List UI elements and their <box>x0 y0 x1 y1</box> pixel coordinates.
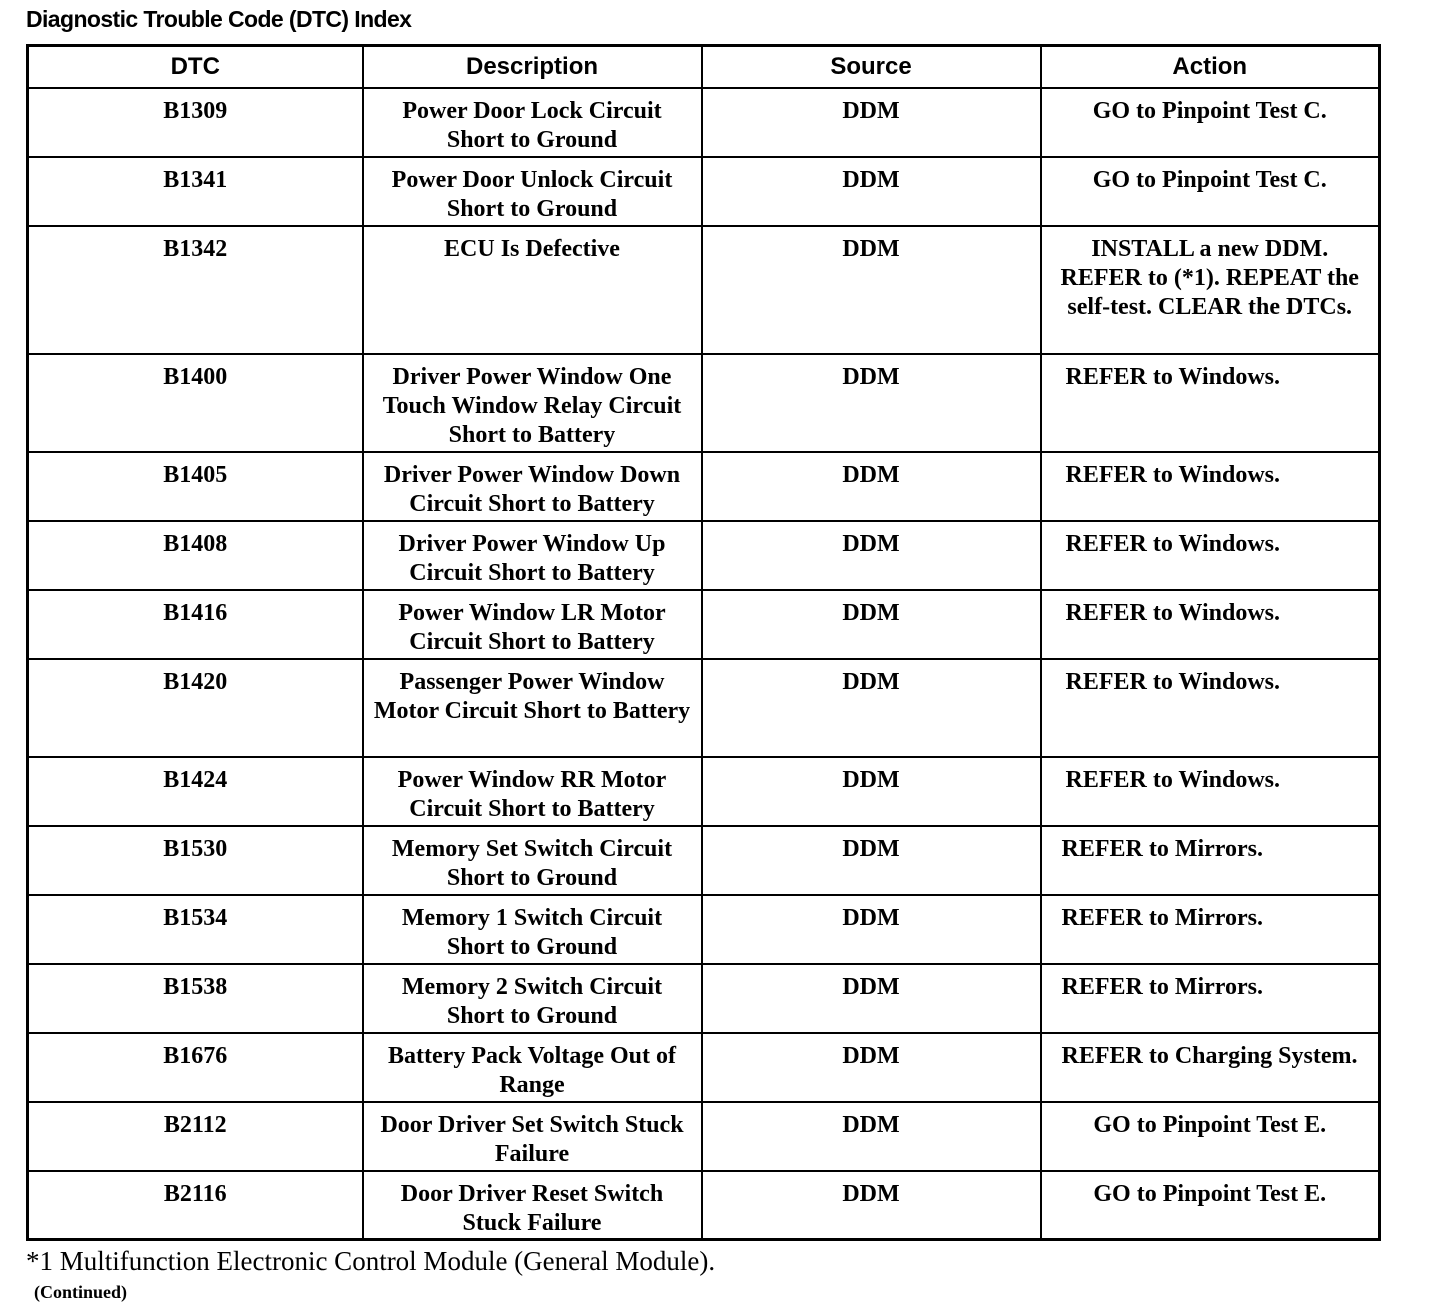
cell-dtc: B1538 <box>28 964 363 1033</box>
cell-description: Power Window LR Motor Circuit Short to Battery <box>363 590 702 659</box>
cell-action: REFER to Windows. <box>1041 354 1380 452</box>
cell-dtc: B1309 <box>28 88 363 157</box>
cell-source: DDM <box>702 452 1041 521</box>
cell-source: DDM <box>702 826 1041 895</box>
cell-description: Battery Pack Voltage Out of Range <box>363 1033 702 1102</box>
cell-action: REFER to Windows. <box>1041 757 1380 826</box>
table-row <box>28 826 1380 895</box>
cell-source: DDM <box>702 659 1041 757</box>
cell-description: Driver Power Window One Touch Window Relay Circuit Short to Battery <box>363 354 702 452</box>
cell-dtc: B1408 <box>28 521 363 590</box>
cell-dtc: B1416 <box>28 590 363 659</box>
cell-description: Door Driver Reset Switch Stuck Failure <box>363 1171 702 1240</box>
table-row <box>28 1033 1380 1102</box>
cell-source: DDM <box>702 1171 1041 1240</box>
cell-source: DDM <box>702 521 1041 590</box>
table-row <box>28 88 1380 157</box>
table-row <box>28 226 1380 354</box>
table-row <box>28 1171 1380 1240</box>
cell-description: Memory Set Switch Circuit Short to Ground <box>363 826 702 895</box>
cell-dtc: B1676 <box>28 1033 363 1102</box>
cell-dtc: B1341 <box>28 157 363 226</box>
page-title: Diagnostic Trouble Code (DTC) Index <box>26 6 412 32</box>
cell-source: DDM <box>702 88 1041 157</box>
cell-source: DDM <box>702 1033 1041 1102</box>
cell-description: Passenger Power Window Motor Circuit Short to Battery <box>363 659 702 757</box>
table-row <box>28 964 1380 1033</box>
cell-description: Door Driver Set Switch Stuck Failure <box>363 1102 702 1171</box>
cell-source: DDM <box>702 157 1041 226</box>
cell-source: DDM <box>702 590 1041 659</box>
cell-source: DDM <box>702 895 1041 964</box>
cell-dtc: B1420 <box>28 659 363 757</box>
cell-description: Power Window RR Motor Circuit Short to Battery <box>363 757 702 826</box>
cell-action: GO to Pinpoint Test C. <box>1041 88 1380 157</box>
cell-action: REFER to Windows. <box>1041 521 1380 590</box>
table-row <box>28 452 1380 521</box>
cell-action: REFER to Windows. <box>1041 590 1380 659</box>
cell-source: DDM <box>702 757 1041 826</box>
cell-action: GO to Pinpoint Test E. <box>1041 1171 1380 1240</box>
table-row <box>28 521 1380 590</box>
table-header-row <box>28 46 1380 89</box>
table-row <box>28 895 1380 964</box>
cell-action: REFER to Windows. <box>1041 452 1380 521</box>
cell-action: REFER to Windows. <box>1041 659 1380 757</box>
cell-dtc: B1534 <box>28 895 363 964</box>
cell-action: GO to Pinpoint Test E. <box>1041 1102 1380 1171</box>
table-row <box>28 590 1380 659</box>
table-row <box>28 1102 1380 1171</box>
column-header-action: Action <box>1041 46 1380 89</box>
cell-description: Power Door Lock Circuit Short to Ground <box>363 88 702 157</box>
cell-action: REFER to Mirrors. <box>1041 895 1380 964</box>
cell-source: DDM <box>702 1102 1041 1171</box>
cell-dtc: B1342 <box>28 226 363 354</box>
cell-description: Memory 2 Switch Circuit Short to Ground <box>363 964 702 1033</box>
cell-source: DDM <box>702 964 1041 1033</box>
cell-dtc: B2112 <box>28 1102 363 1171</box>
cell-source: DDM <box>702 226 1041 354</box>
footnote: *1 Multifunction Electronic Control Module (General Module). <box>26 1246 716 1276</box>
cell-dtc: B1400 <box>28 354 363 452</box>
table-row <box>28 354 1380 452</box>
cell-description: Power Door Unlock Circuit Short to Ground <box>363 157 702 226</box>
cell-action: GO to Pinpoint Test C. <box>1041 157 1380 226</box>
continued-label: (Continued) <box>34 1282 128 1302</box>
table-row <box>28 157 1380 226</box>
dtc-index-table <box>26 44 1381 1241</box>
cell-dtc: B1424 <box>28 757 363 826</box>
cell-dtc: B1405 <box>28 452 363 521</box>
cell-action: REFER to Charging System. <box>1041 1033 1380 1102</box>
cell-description: Driver Power Window Up Circuit Short to Battery <box>363 521 702 590</box>
cell-action: REFER to Mirrors. <box>1041 826 1380 895</box>
cell-action: INSTALL a new DDM. REFER to (*1). REPEAT the self-test. CLEAR the DTCs. <box>1041 226 1380 354</box>
cell-description: Driver Power Window Down Circuit Short to Battery <box>363 452 702 521</box>
column-header-description: Description <box>363 46 702 89</box>
cell-action: REFER to Mirrors. <box>1041 964 1380 1033</box>
cell-description: Memory 1 Switch Circuit Short to Ground <box>363 895 702 964</box>
table-row <box>28 659 1380 757</box>
cell-dtc: B2116 <box>28 1171 363 1240</box>
column-header-source: Source <box>702 46 1041 89</box>
column-header-dtc: DTC <box>28 46 363 89</box>
table-row <box>28 757 1380 826</box>
cell-description: ECU Is Defective <box>363 226 702 354</box>
cell-source: DDM <box>702 354 1041 452</box>
cell-dtc: B1530 <box>28 826 363 895</box>
